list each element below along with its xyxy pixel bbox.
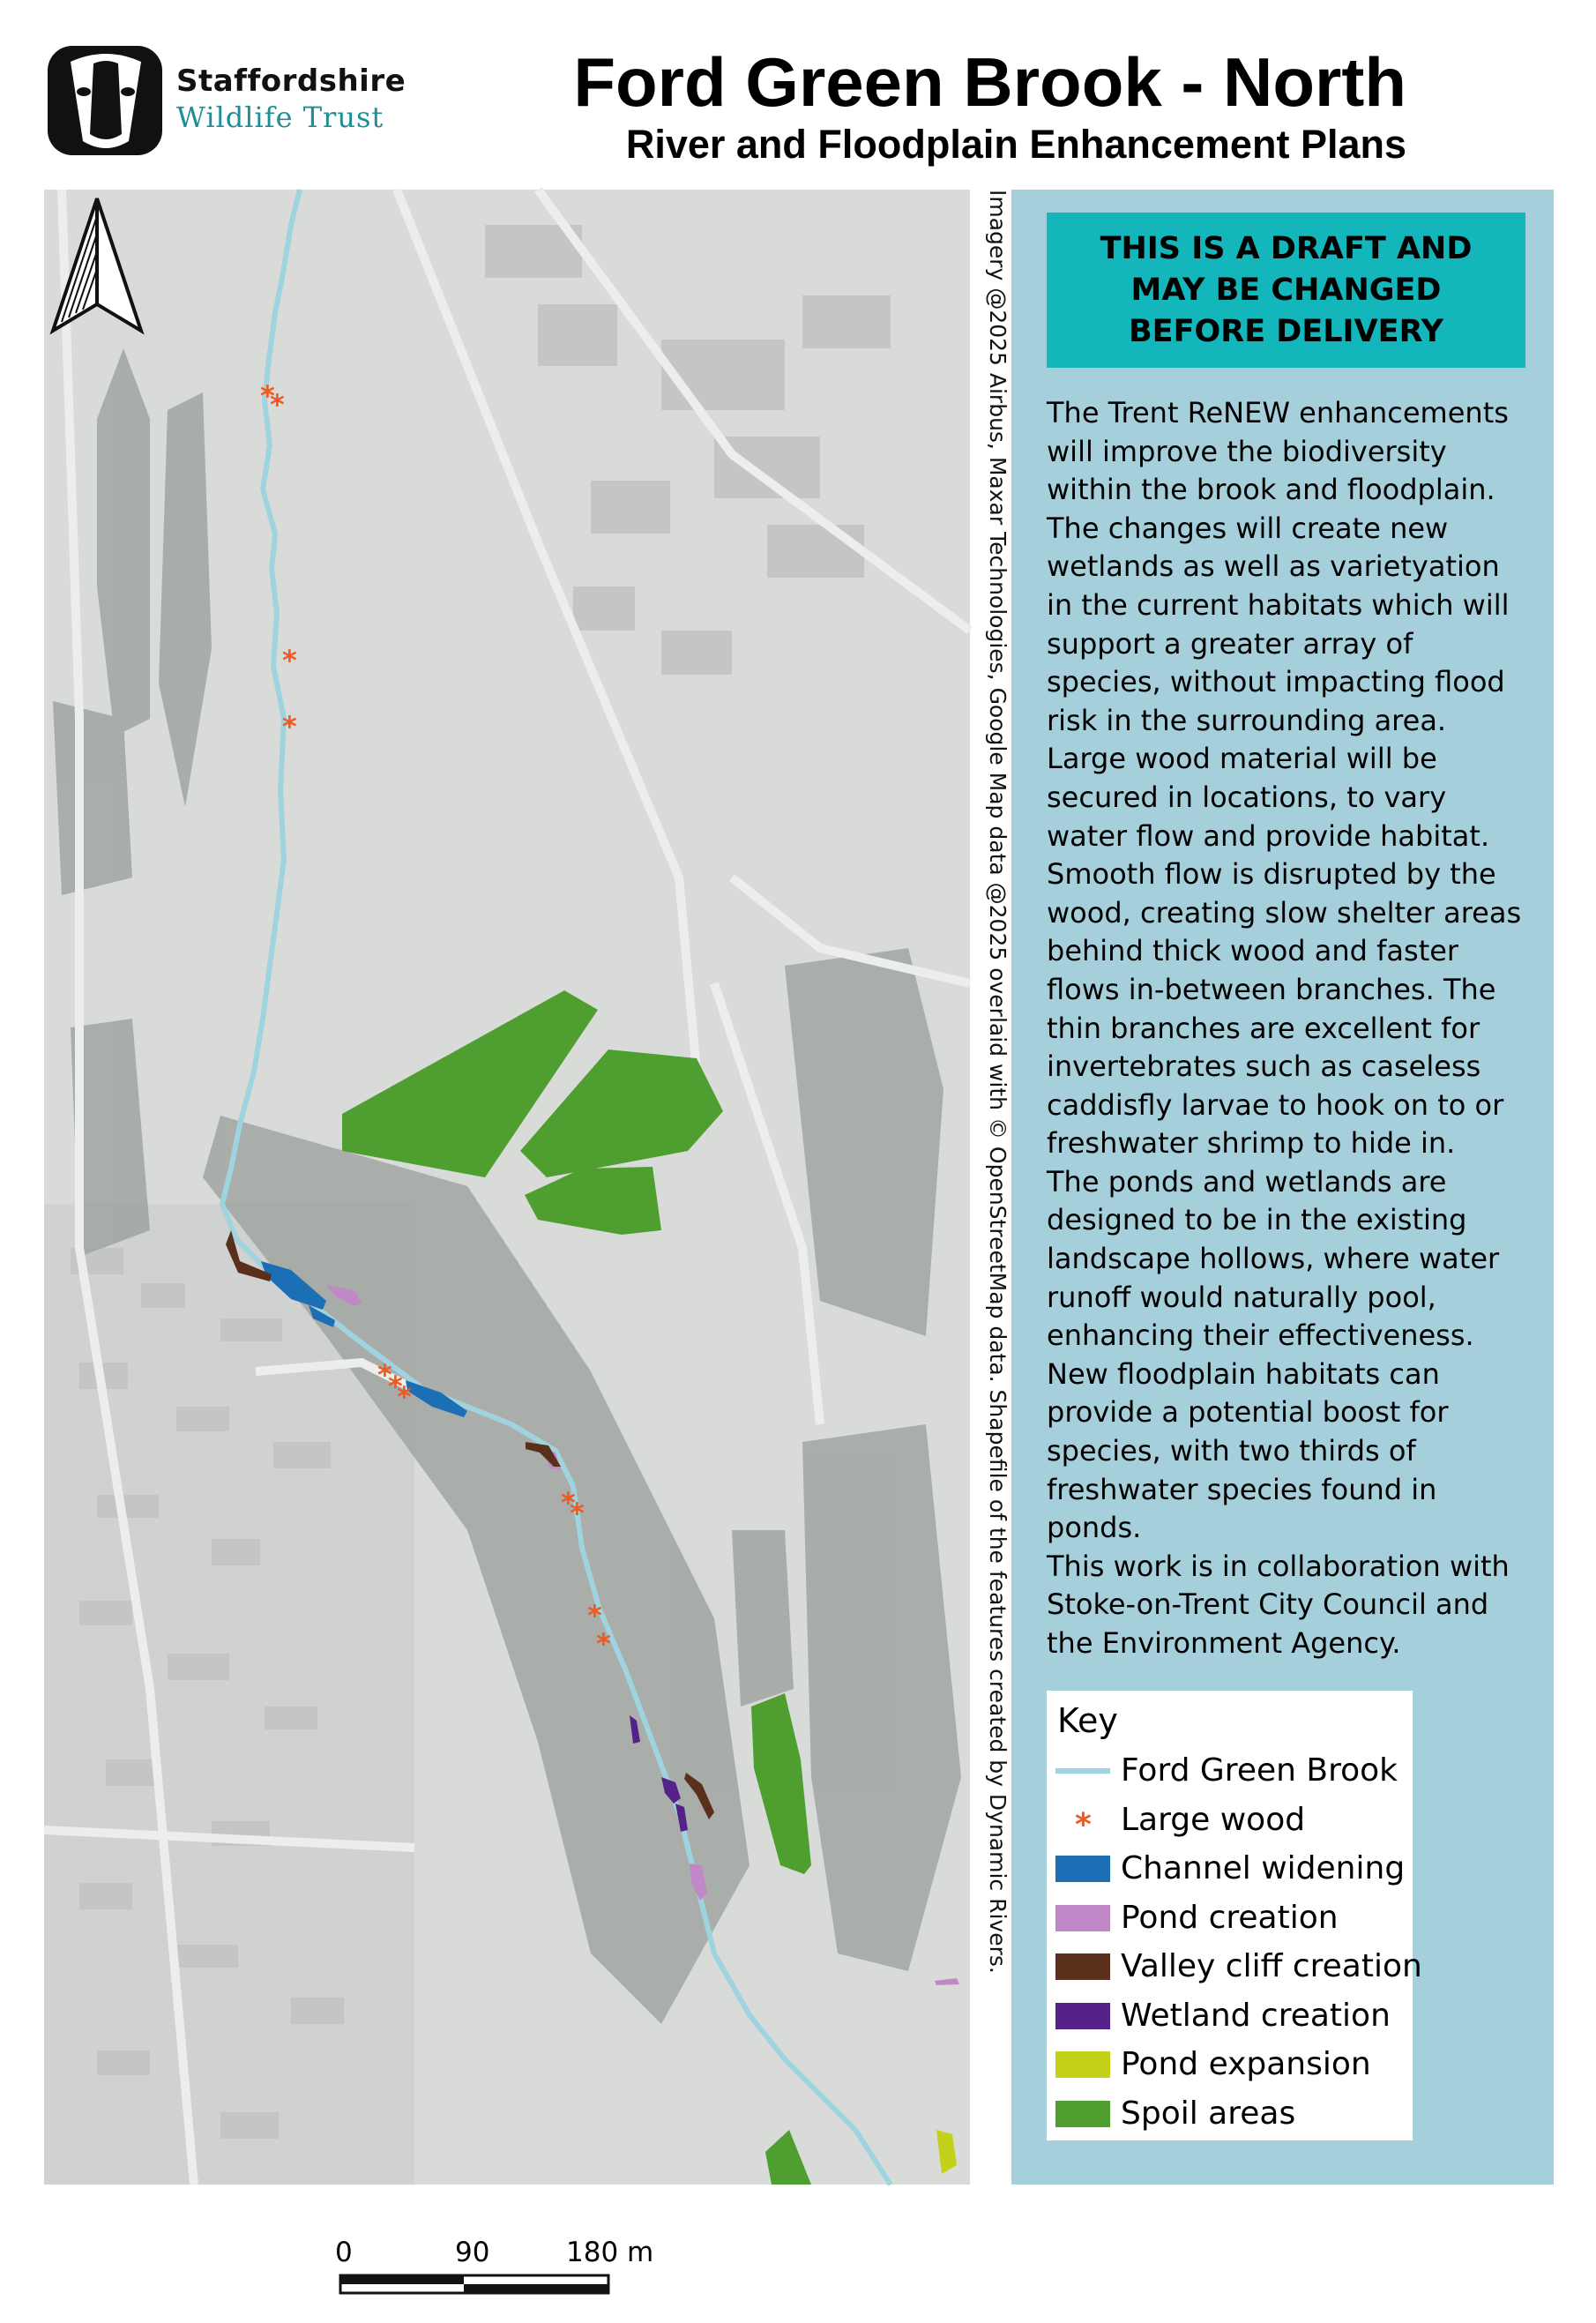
scale-bar [324, 2219, 663, 2323]
key-item-valley-cliff-creation [1047, 1945, 1422, 1989]
key-item-label: Large wood [1121, 1801, 1306, 1838]
key-item-label: Ford Green Brook [1121, 1752, 1398, 1789]
badger-icon [44, 37, 168, 161]
large-wood-marker: * [270, 388, 285, 422]
large-wood-marker: * [570, 1497, 585, 1530]
key-item-label: Valley cliff creation [1121, 1948, 1422, 1984]
fill-swatch [1055, 1952, 1110, 1982]
map-frame[interactable] [44, 190, 970, 2268]
large-wood-marker: * [377, 1358, 392, 1392]
key-item-label: Spoil areas [1121, 2095, 1296, 2132]
fill-swatch [1055, 1903, 1110, 1933]
map-canvas[interactable] [44, 190, 970, 2185]
key-item-label: Wetland creation [1121, 1997, 1391, 2034]
key-item-label: Pond expansion [1121, 2046, 1371, 2082]
fill-swatch [1055, 2001, 1110, 2031]
key-item-channel-widening [1047, 1847, 1413, 1891]
brook-line-symbol [1055, 1756, 1110, 1786]
key-item-large-wood [1047, 1798, 1413, 1842]
scale-label-90: 90 [455, 2237, 490, 2268]
wildlife-trust-logo [44, 37, 406, 169]
north-arrow-icon [44, 190, 150, 340]
fill-swatch [1055, 2050, 1110, 2080]
key-item-pond-creation [1047, 1896, 1413, 1940]
info-panel [1011, 190, 1554, 2185]
fill-swatch [1055, 1854, 1110, 1884]
key-item-wetland-creation [1047, 1994, 1413, 2038]
large-wood-marker: * [388, 1370, 403, 1403]
map-key [1047, 1691, 1422, 2140]
project-description: The Trent ReNEW enhancements will improve the biodiversity within the brook and floodplain. The changes will create new wetlands as well as varietyation in the current habitats which will support a greater array of species, without impacting flood risk in the surrounding area. Large wood material will be secured in locations, to vary water flow and provide habitat. Smooth flow is disrupted by the wood, creating slow shelter areas behind thick wood and faster flows in-between branches. The thin branches are excellent for invertebrates such as caseless caddisfly larvae to hook on to or freshwater shrimp to hide in. The ponds and wetlands are designed to be in the existing landscape hollows, where water runoff would naturally pool, enhancing their effectiveness. New floodplain habitats can provide a potential boost for species, with two thirds of freshwater species found in ponds. This work is in collaboration with Stoke-on-Trent City Council and the Environment Agency. [1047, 396, 1522, 1660]
page-title: Ford Green Brook - North [573, 43, 1406, 121]
key-item-label: Channel widening [1121, 1850, 1406, 1886]
large-wood-marker: * [282, 710, 297, 743]
key-title: Key [1057, 1701, 1118, 1740]
large-wood-marker: * [561, 1486, 576, 1520]
page-subtitle: River and Floodplain Enhancement Plans [625, 122, 1406, 167]
large-wood-marker: * [397, 1380, 412, 1414]
scale-bar-graphic [324, 2219, 663, 2323]
key-item-label: Pond creation [1121, 1899, 1339, 1936]
scale-label-180: 180 m [566, 2237, 654, 2268]
map-credit-text: Imagery @2025 Airbus, Maxar Technologies, Google Map data @2025 overlaid with © OpenStreetMap data. Shapefile of the features created by Dynamic Rivers. [985, 190, 1011, 1974]
svg-text:*: * [1075, 1806, 1092, 1843]
key-item-spoil-areas [1047, 2092, 1413, 2136]
large-wood-marker: * [260, 379, 275, 413]
fill-swatch [1055, 2099, 1110, 2129]
key-item-ford-green-brook [1047, 1749, 1413, 1793]
large-wood-marker: * [596, 1627, 611, 1661]
draft-notice: THIS IS A DRAFT AND MAY BE CHANGED BEFORE DELIVERY [1047, 213, 1525, 368]
map-credit [986, 190, 1012, 2185]
key-item-pond-expansion [1047, 2043, 1413, 2087]
org-name: Staffordshire [176, 63, 406, 99]
scale-label-0: 0 [335, 2237, 353, 2268]
org-subname: Wildlife Trust [176, 101, 384, 134]
large-wood-symbol [1055, 1805, 1110, 1843]
large-wood-marker: * [282, 644, 297, 677]
large-wood-marker: * [587, 1599, 602, 1632]
